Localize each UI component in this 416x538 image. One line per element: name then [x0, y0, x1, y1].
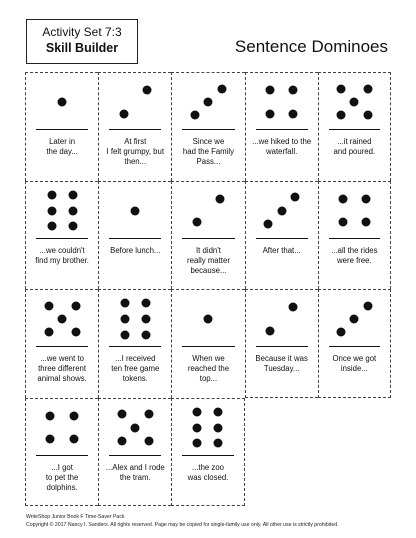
footer-source: WriteShop Junior Book F Time-Saver Pack — [26, 514, 125, 520]
domino-card — [171, 398, 244, 507]
divider-line — [109, 455, 161, 456]
domino-card — [171, 181, 244, 290]
dice-pip — [58, 98, 67, 107]
domino-card — [245, 181, 318, 290]
domino-card — [25, 398, 98, 507]
domino-phrase: Before lunch... — [110, 245, 161, 255]
dice-pip — [68, 206, 77, 215]
dice-pip — [338, 218, 347, 227]
divider-line — [329, 238, 380, 239]
dice-pip — [216, 194, 225, 203]
dice-pip — [291, 193, 300, 202]
dice-pip — [336, 84, 345, 93]
domino-card — [245, 289, 318, 398]
dice-pip — [47, 190, 56, 199]
dice-pip — [120, 330, 129, 339]
divider-line — [36, 346, 88, 347]
domino-phrase: Once we got inside... — [332, 354, 377, 373]
domino-phrase: Later in the day... — [46, 137, 78, 156]
domino-phrase: When we reached the top... — [187, 354, 230, 383]
dice-pip — [47, 222, 56, 231]
domino-card — [171, 72, 244, 181]
domino-phrase: ...we went to three different animal shows. — [37, 354, 87, 383]
dice-face-icon — [187, 190, 229, 232]
divider-line — [182, 455, 233, 456]
dice-pip — [289, 86, 298, 95]
divider-line — [329, 346, 380, 347]
dice-pip — [362, 194, 371, 203]
domino-card — [171, 289, 244, 398]
dice-pip — [71, 301, 80, 310]
dice-pip — [191, 111, 200, 120]
dice-pip — [363, 84, 372, 93]
dice-pip — [265, 326, 274, 335]
domino-card — [245, 72, 318, 181]
dice-pip — [336, 111, 345, 120]
domino-card — [98, 398, 171, 507]
dice-pip — [44, 301, 53, 310]
dice-face-icon — [114, 190, 156, 232]
divider-line — [109, 238, 161, 239]
domino-card — [318, 181, 391, 290]
dice-pip — [362, 218, 371, 227]
dice-pip — [68, 222, 77, 231]
dice-face-icon — [261, 81, 303, 123]
dice-pip — [214, 407, 223, 416]
dice-pip — [117, 410, 126, 419]
domino-phrase: ...all the rides were free. — [331, 245, 378, 265]
dice-pip — [265, 86, 274, 95]
dice-pip — [193, 439, 202, 448]
dice-face-icon — [187, 407, 229, 449]
dice-pip — [338, 194, 347, 203]
dice-pip — [363, 111, 372, 120]
dice-pip — [277, 206, 286, 215]
dice-face-icon — [114, 407, 156, 449]
dice-pip — [131, 206, 140, 215]
divider-line — [329, 129, 380, 130]
domino-phrase: Since we had the Family Pass... — [182, 137, 235, 166]
dice-pip — [289, 303, 298, 312]
dice-pip — [46, 435, 55, 444]
dice-face-icon — [187, 81, 229, 123]
dice-face-icon — [41, 298, 83, 340]
dice-pip — [204, 315, 213, 324]
dice-pip — [58, 315, 67, 324]
dice-pip — [47, 206, 56, 215]
divider-line — [182, 346, 234, 347]
domino-card — [318, 289, 391, 398]
dice-pip — [350, 98, 359, 107]
dice-pip — [120, 315, 129, 324]
domino-phrase: ...we hiked to the waterfall. — [252, 137, 312, 156]
domino-card — [25, 181, 98, 290]
dice-pip — [141, 299, 150, 308]
divider-line — [256, 238, 308, 239]
divider-line — [256, 346, 308, 347]
dice-pip — [289, 109, 298, 118]
dice-pip — [141, 330, 150, 339]
dice-pip — [350, 315, 359, 324]
domino-card — [25, 72, 98, 181]
dice-pip — [193, 423, 202, 432]
dice-pip — [141, 315, 150, 324]
dice-face-icon — [187, 298, 229, 340]
dice-face-icon — [333, 190, 375, 232]
domino-phrase: It didn't really matter because... — [187, 245, 230, 275]
dice-face-icon — [333, 298, 375, 340]
footer-copyright: Copyright © 2017 Nancy I. Sanders. All rights reserved. Page may be copied for single-family use only. All other use is strictly prohibited. — [26, 521, 339, 528]
dice-pip — [265, 109, 274, 118]
dice-face-icon — [261, 298, 303, 340]
skill-builder-label: Skill Builder — [45, 41, 119, 55]
dice-pip — [143, 86, 152, 95]
divider-line — [182, 238, 234, 239]
divider-line — [109, 346, 161, 347]
dice-pip — [120, 299, 129, 308]
dice-pip — [69, 411, 78, 420]
divider-line — [36, 238, 88, 239]
dice-pip — [117, 436, 126, 445]
page-title: Sentence Dominoes — [234, 37, 388, 56]
domino-phrase: ...I received ten free game tokens. — [111, 354, 160, 383]
dice-face-icon — [333, 81, 375, 123]
dice-face-icon — [41, 407, 83, 449]
dice-face-icon — [114, 81, 156, 123]
dice-pip — [119, 109, 128, 118]
domino-card — [25, 289, 98, 398]
dice-pip — [264, 219, 273, 228]
domino-phrase: ...it rained and poured. — [333, 137, 376, 156]
dice-pip — [214, 439, 223, 448]
dice-pip — [193, 407, 202, 416]
dice-pip — [46, 411, 55, 420]
domino-phrase: ...I got to pet the dolphins. — [45, 462, 79, 492]
domino-phrase: After that... — [262, 245, 301, 255]
dice-pip — [131, 423, 140, 432]
dice-pip — [214, 423, 223, 432]
dice-face-icon — [261, 190, 303, 232]
dice-pip — [217, 84, 226, 93]
dice-face-icon — [114, 298, 156, 340]
domino-card — [318, 72, 391, 181]
domino-phrase: ...Alex and I rode the tram. — [105, 462, 165, 482]
dice-pip — [68, 190, 77, 199]
dice-pip — [363, 301, 372, 310]
divider-line — [36, 129, 88, 130]
domino-phrase: Because it was Tuesday... — [255, 354, 308, 373]
dice-pip — [144, 410, 153, 419]
domino-phrase: ...the zoo was closed. — [187, 462, 229, 482]
activity-set-box — [26, 19, 138, 64]
domino-card — [98, 72, 171, 181]
domino-phrase: ...we couldn't find my brother. — [35, 245, 89, 265]
dice-face-icon — [41, 81, 83, 123]
divider-line — [256, 129, 308, 130]
footer — [26, 514, 339, 529]
divider-line — [36, 455, 88, 456]
dice-pip — [204, 98, 213, 107]
activity-set-label: Activity Set 7:3 — [42, 25, 122, 39]
dice-pip — [44, 328, 53, 337]
dice-pip — [71, 328, 80, 337]
dice-pip — [144, 436, 153, 445]
dice-pip — [192, 218, 201, 227]
domino-phrase: At first I felt grumpy, but then... — [106, 137, 165, 166]
domino-grid — [25, 72, 391, 506]
domino-card — [98, 181, 171, 290]
divider-line — [109, 129, 161, 130]
dice-face-icon — [41, 190, 83, 232]
divider-line — [182, 129, 234, 130]
dice-pip — [69, 435, 78, 444]
dice-pip — [336, 328, 345, 337]
domino-card — [98, 289, 171, 398]
